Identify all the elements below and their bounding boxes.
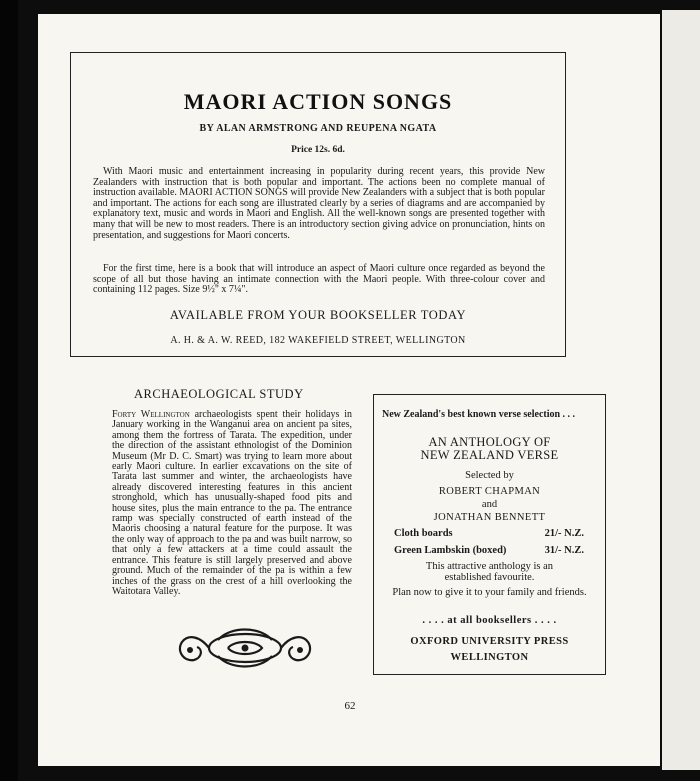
anthology-selected-by: Selected by [465, 470, 514, 481]
anthology-editor-2: JONATHAN BENNETT [433, 512, 546, 523]
advert-paragraph-1: With Maori music and entertainment increasing in popularity during recent years, this provide New Zealanders with instruction that is both popular and important. The actions been no complete manual of instruction available. MAORI ACTION SONGS will provide New Zealanders with a subject that is both popular and important. The actions for each song are illustrated clearly by a series of diagrams and are accompanied by explanatory text, music and words in Maori and English. All the well-known songs are presented together with many that will be new to most readers. There is an introductory section giving advice on pronunciation, hints on presentation, and suggestions for Maori concerts. [93, 166, 545, 241]
anthology-title-line-1: AN ANTHOLOGY OF [428, 435, 551, 449]
maori-carving-ornament [170, 618, 320, 676]
anthology-advert [373, 394, 606, 675]
article-lead: Forty Wellington [112, 409, 190, 420]
anthology-plan: Plan now to give it to your family and friends. [392, 587, 587, 598]
page-number: 62 [344, 700, 356, 712]
edition-label: Cloth boards [394, 528, 453, 539]
advert-address: A. H. & A. W. REED, 182 WAKEFIELD STREET, WELLINGTON [170, 335, 466, 346]
advert-authors: BY ALAN ARMSTRONG AND REUPENA NGATA [199, 123, 437, 134]
anthology-description: This attractive anthology is an established favourite. [425, 561, 554, 583]
edition-price: 21/- N.Z. [544, 528, 584, 539]
anthology-booksellers: . . . . at all booksellers . . . . [422, 615, 557, 626]
article-heading: ARCHAEOLOGICAL STUDY [134, 387, 304, 401]
facing-page-edge [662, 10, 700, 770]
scan-border [0, 0, 18, 781]
anthology-and: and [481, 499, 498, 510]
advert-title: MAORI ACTION SONGS [183, 89, 453, 114]
anthology-title-line-2: NEW ZEALAND VERSE [420, 448, 559, 462]
edition-price: 31/- N.Z. [544, 545, 584, 556]
advert-paragraph-2: For the first time, here is a book that will introduce an aspect of Maori culture once regarded as beyond the scope of all but those having an intimate connection with the Maori people. With three-colour cover and containing 112 pages. Size 9½" x 7¼". [93, 263, 545, 296]
anthology-publisher: OXFORD UNIVERSITY PRESS [410, 636, 569, 647]
article-text: archaeologists spent their holidays in January working in the Wanganui area on ancient pa sites, among them the fortress of Tarata. The expedition, under the direction of the assistant ethnologist of the Dominion Museum (Mr D. C. Smart) was trying to learn more about early Maori culture. In earlier excavations on the site of Tarata last summer and winter, the archaeologists have already discovered interesting features in this ancient stronghold, which has unusually-shaped food pits and house sites, plus the main entrance to the pa. The entrance ramp was specially constructed of earth instead of the Maoris choosing a natural feature for the purpose. It was the only way of approach to the pa and was built narrow, so that only a few attackers at a time could assault the entrance. This feature is still largely preserved and above ground. Much of the remainder of the pa is within a few inches of the grass on the crest of a hill overlooking the Waitotara Valley. [112, 409, 353, 597]
anthology-intro: New Zealand's best known verse selection . . . [382, 409, 576, 420]
anthology-editor-1: ROBERT CHAPMAN [438, 486, 541, 497]
anthology-city: WELLINGTON [450, 652, 529, 663]
advert-availability: AVAILABLE FROM YOUR BOOKSELLER TODAY [169, 308, 467, 322]
article-body [112, 410, 352, 597]
edition-label: Green Lambskin (boxed) [394, 545, 507, 556]
maori-action-songs-advert [70, 52, 566, 357]
advert-price: Price 12s. 6d. [291, 145, 345, 155]
